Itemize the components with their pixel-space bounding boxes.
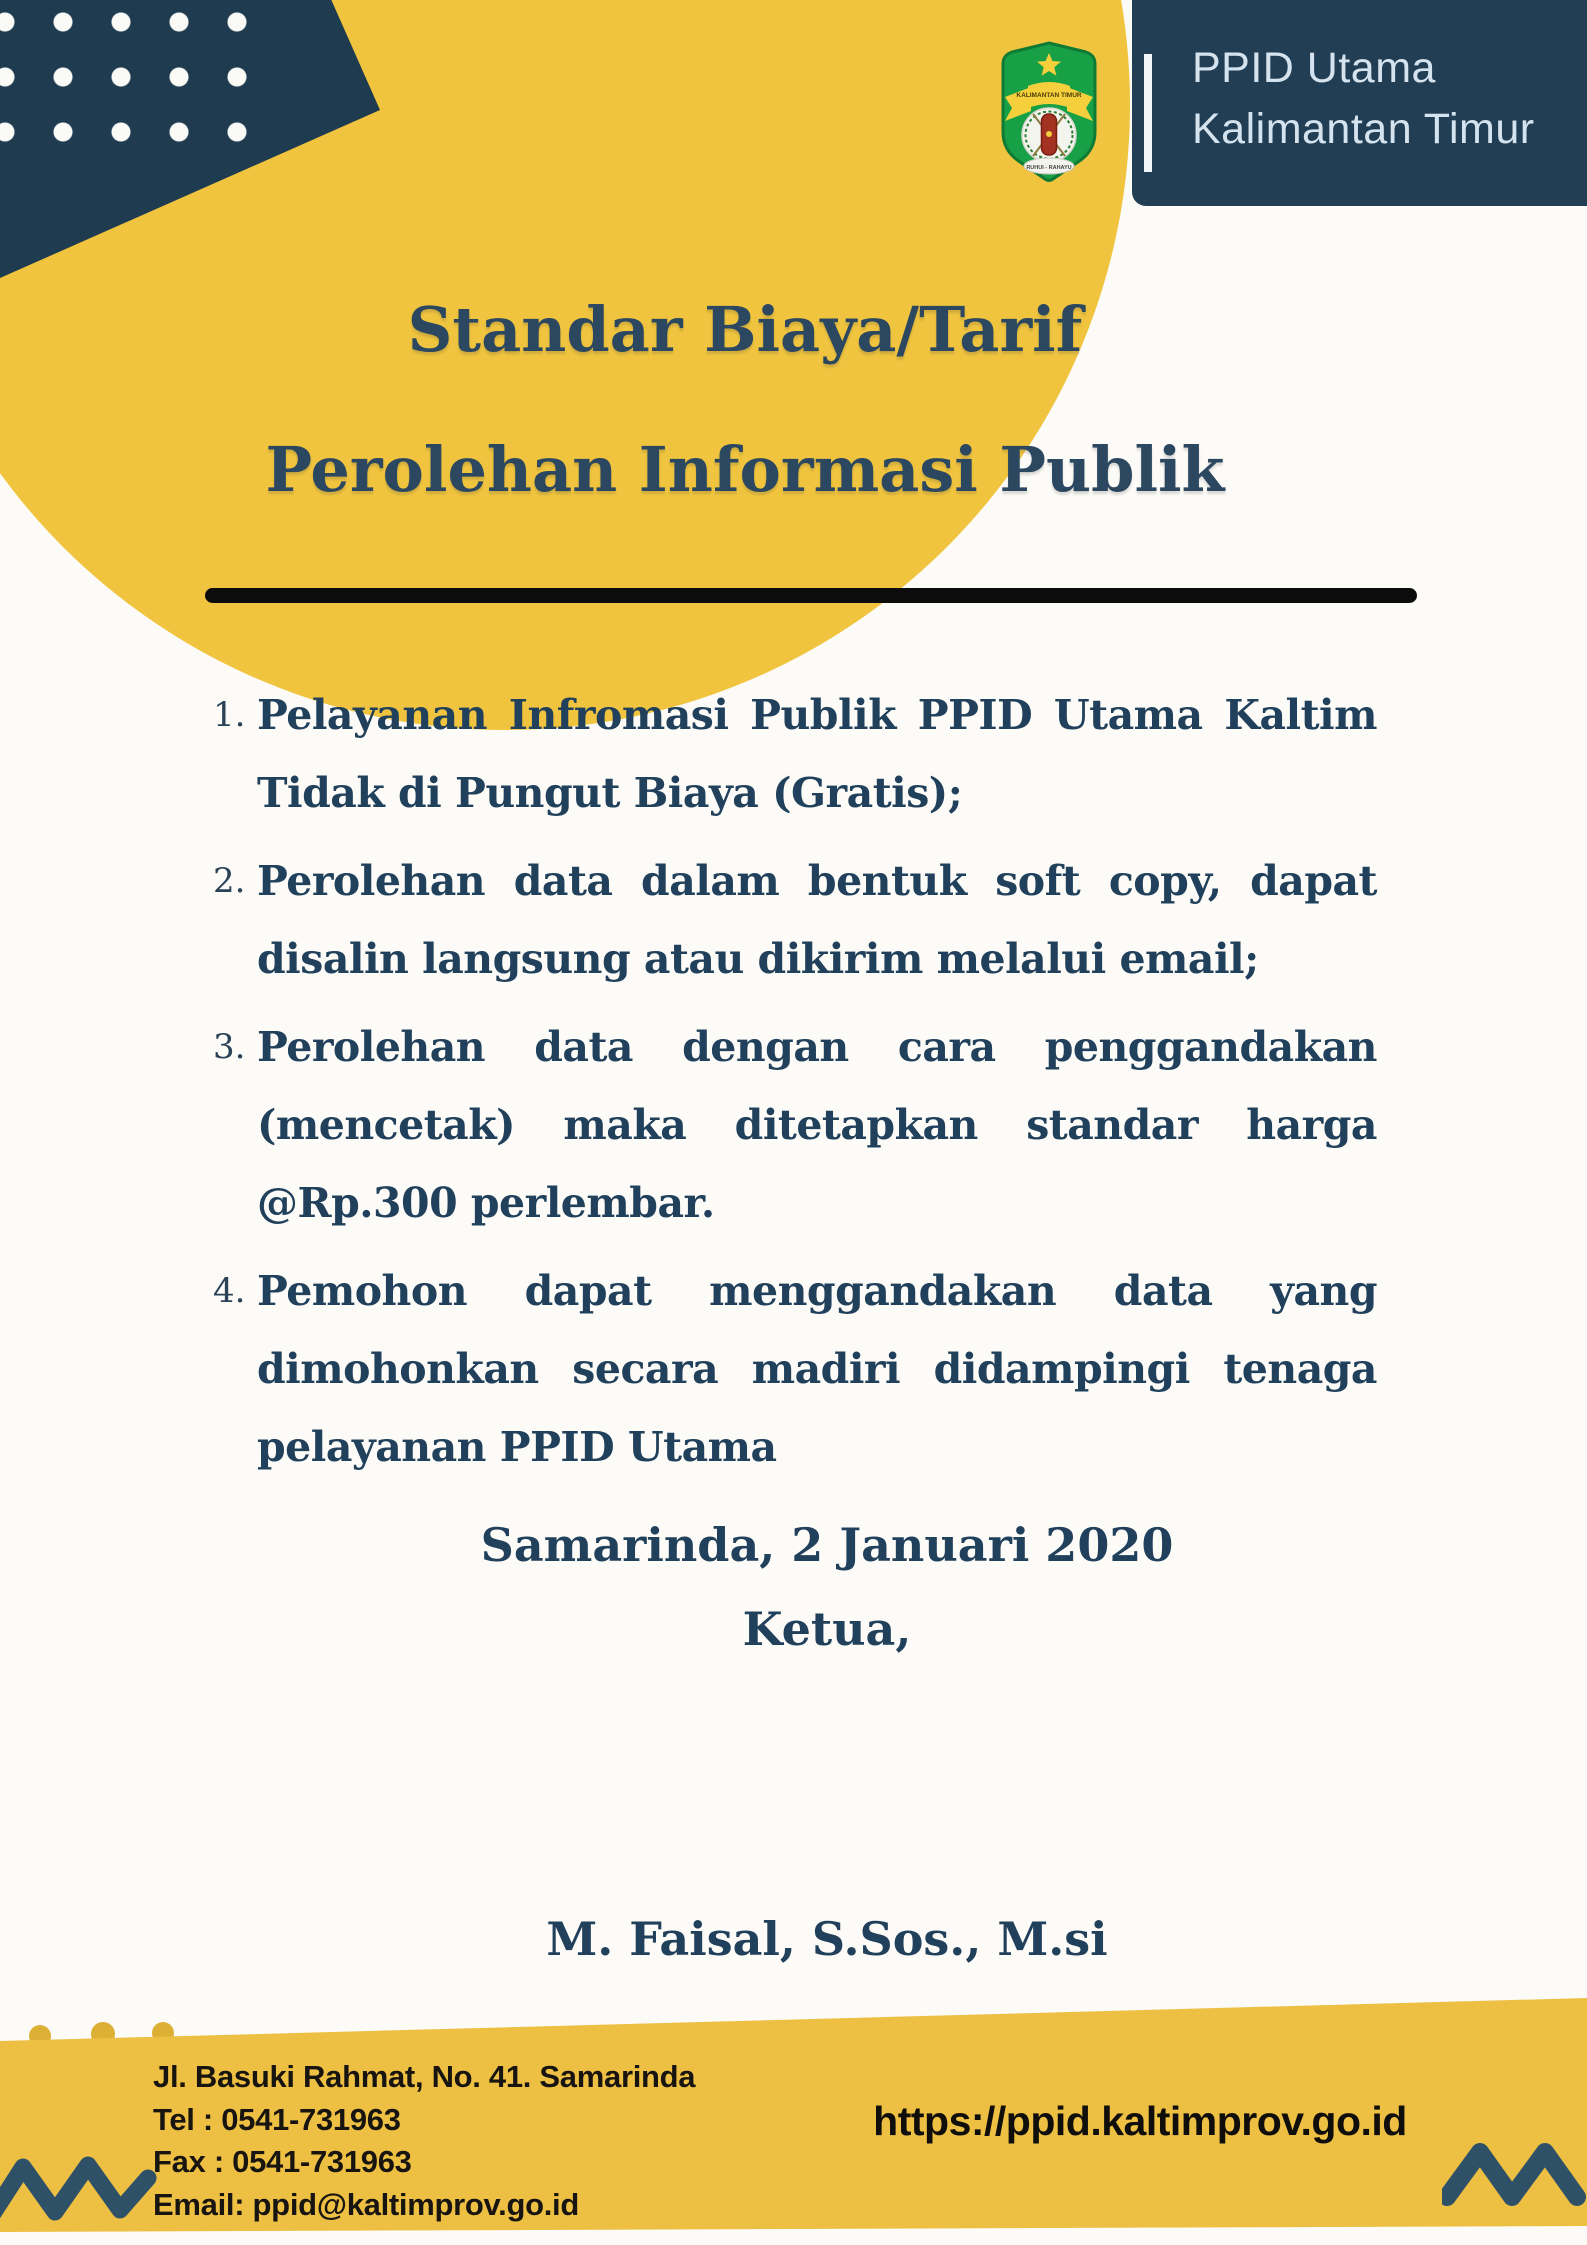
list-item-4-text: Pemohon dapat menggandakan data yang dimohonkan secara madiri didampingi tenaga pelayanan PPID Utama	[257, 1267, 1377, 1471]
footer-tel: Tel : 0541-731963	[153, 2101, 401, 2137]
place-and-date: Samarinda, 2 Januari 2020	[480, 1518, 1174, 1572]
list-item-1	[213, 676, 1383, 832]
left-zigzag-icon	[0, 2145, 160, 2235]
right-zigzag-icon	[1442, 2135, 1587, 2210]
signature-block	[67, 1516, 1587, 1658]
footer-fax: Fax : 0541-731963	[153, 2144, 412, 2179]
tariff-list	[213, 676, 1383, 1496]
footer-contact-block	[153, 2056, 695, 2226]
list-item-2-text: Perolehan data dalam bentuk soft copy, dapat disalin langsung atau dikirim melalui email;	[257, 857, 1377, 983]
footer-address: Jl. Basuki Rahmat, No. 41. Samarinda	[153, 2059, 696, 2094]
list-item-2	[213, 842, 1383, 998]
svg-text:RUHUI - RAHAYU: RUHUI - RAHAYU	[1026, 165, 1072, 171]
header-divider-bar	[1144, 54, 1152, 172]
title-line-2: Perolehan Informasi Publik	[265, 433, 1225, 506]
footer-email: Email: ppid@kaltimprov.go.id	[153, 2186, 580, 2222]
brand-line-1: PPID Utama	[1192, 44, 1436, 92]
list-item-3-number: 3.	[213, 1027, 246, 1067]
list-item-1-number: 1.	[213, 695, 246, 735]
svg-text:KALIMANTAN TIMUR: KALIMANTAN TIMUR	[1016, 92, 1082, 99]
list-item-3-text: Perolehan data dengan cara penggandakan (mencetak) maka ditetapkan standar harga @Rp.300 perlembar.	[257, 1023, 1377, 1227]
footer-website-url: https://ppid.kaltimprov.go.id	[873, 2098, 1407, 2144]
list-item-1-text: Pelayanan Infromasi Publik PPID Utama Kaltim Tidak di Pungut Biaya (Gratis);	[257, 691, 1377, 817]
document-title	[0, 295, 1490, 505]
list-item-3	[213, 1008, 1383, 1242]
title-line-1: Standar Biaya/Tarif	[407, 293, 1083, 366]
kalimantan-timur-crest-logo	[980, 40, 1118, 186]
list-item-2-number: 2.	[213, 861, 246, 901]
list-item-4	[213, 1252, 1383, 1486]
brand-text	[1192, 38, 1535, 160]
dot-grid-pattern	[0, 0, 250, 150]
signer-role: Ketua,	[742, 1602, 912, 1656]
signer-name: M. Faisal, S.Sos., M.si	[546, 1912, 1108, 1966]
title-underline-rule	[205, 588, 1417, 603]
brand-line-2: Kalimantan Timur	[1192, 105, 1535, 153]
crest-icon	[980, 40, 1118, 186]
list-item-4-number: 4.	[213, 1271, 246, 1311]
